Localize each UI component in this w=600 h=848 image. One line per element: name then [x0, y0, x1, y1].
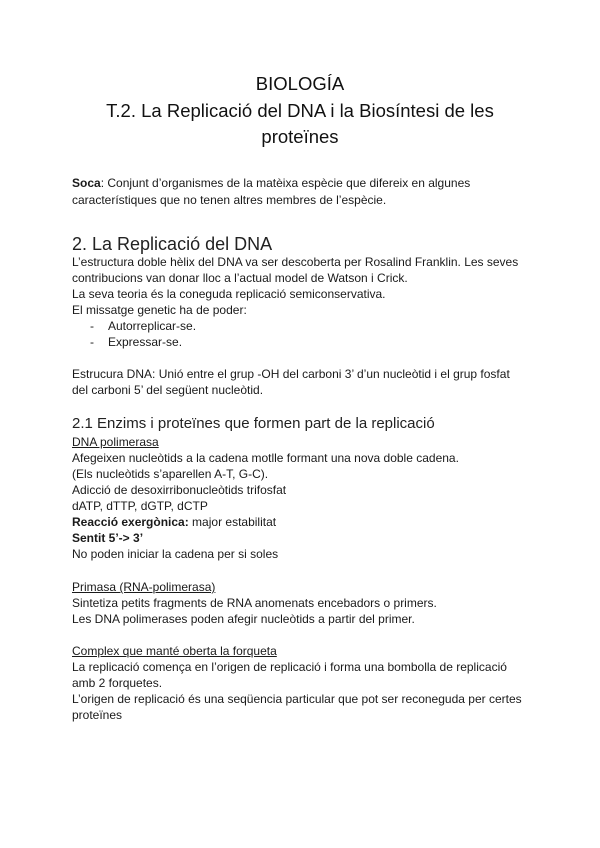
paragraph-line: Sintetiza petits fragments de RNA anomenats encebadors o primers.: [72, 596, 437, 610]
soca-def-line1: : Conjunt d’organismes de la matèixa espècie que difereix en algunes: [100, 176, 471, 190]
doc-subtitle-line1: T.2. La Replicació del DNA i la Biosíntesi de les: [106, 100, 494, 121]
reaccio-label: Reacció exergònica:: [72, 515, 189, 529]
paragraph-line: El missatge genetic ha de poder:: [72, 303, 247, 317]
paragraph-line: proteïnes: [72, 708, 123, 722]
bullet-dash: -: [90, 319, 94, 333]
subheading-primasa: Primasa (RNA-polimerasa): [72, 580, 216, 594]
bullet-dash: -: [90, 335, 94, 349]
reaccio-line: [72, 514, 276, 531]
bullet-item: Autorreplicar-se.: [108, 319, 197, 333]
section-heading-replicacio: 2. La Replicació del DNA: [72, 234, 273, 254]
structure-line2: del carboni 5’ del següent nucleòtid.: [72, 383, 264, 397]
soca-term: Soca: [72, 176, 101, 190]
doc-subtitle-line2: proteïnes: [261, 126, 339, 147]
reaccio-text: major estabilitat: [188, 515, 277, 529]
subheading-dna-polimerasa: DNA polimerasa: [72, 435, 159, 449]
sentit-line: Sentit 5’-> 3’: [72, 531, 144, 545]
section-heading-enzims: 2.1 Enzims i proteïnes que formen part de la replicació: [72, 415, 435, 432]
paragraph-line: Les DNA polimerases poden afegir nucleòtids a partir del primer.: [72, 612, 415, 626]
structure-line1: Estrucura DNA: Unió entre el grup -OH del carboni 3’ d’un nucleòtid i el grup fosfat: [72, 367, 510, 381]
soca-def-line2: característiques que no tenen altres membres de l’espècie.: [72, 193, 387, 207]
paragraph-line: Afegeixen nucleòtids a la cadena motlle formant una nova doble cadena.: [72, 451, 459, 465]
paragraph-line: amb 2 forquetes.: [72, 676, 163, 690]
paragraph-line: dATP, dTTP, dGTP, dCTP: [72, 499, 208, 513]
paragraph-line: La seva teoria és la coneguda replicació semiconservativa.: [72, 287, 386, 301]
paragraph-line: La replicació comença en l’origen de replicació i forma una bombolla de replicació: [72, 660, 507, 674]
bullet-item: Expressar-se.: [108, 335, 183, 349]
paragraph-line: Adicció de desoxirribonucleòtids trifosfat: [72, 483, 287, 497]
doc-title: BIOLOGÍA: [255, 73, 345, 94]
subheading-complex: Complex que manté oberta la forqueta: [72, 644, 277, 658]
paragraph-line: No poden iniciar la cadena per si soles: [72, 547, 279, 561]
paragraph-line: L’estructura doble hèlix del DNA va ser descoberta per Rosalind Franklin. Les seves: [72, 255, 519, 269]
soca-definition: [72, 175, 470, 192]
paragraph-line: L’origen de replicació és una seqüencia particular que pot ser reconeguda per certes: [72, 692, 522, 706]
paragraph-line: contribucions van donar lloc a l’actual model de Watson i Crick.: [72, 271, 408, 285]
paragraph-line: (Els nucleòtids s’aparellen A-T, G-C).: [72, 467, 269, 481]
